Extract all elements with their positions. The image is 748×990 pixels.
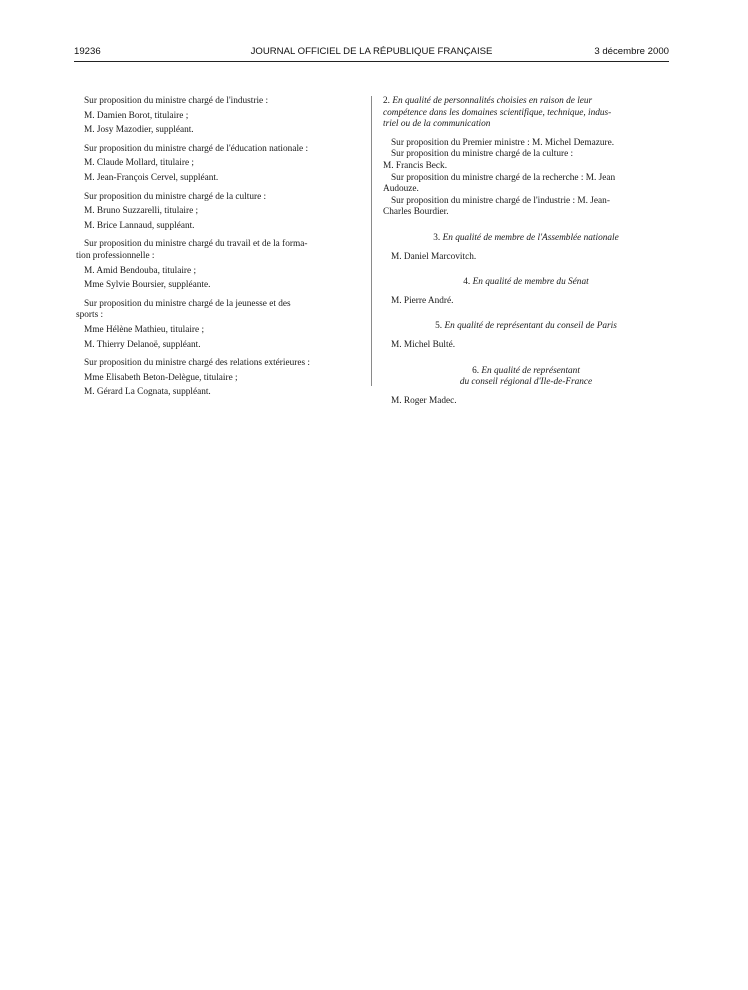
section-6-member: M. Roger Madec. xyxy=(391,395,457,406)
column-divider xyxy=(371,96,372,386)
section-5-title: En qualité de représentant du conseil de Paris xyxy=(444,321,617,332)
proposition-industrie: Sur proposition du ministre chargé de l'industrie : xyxy=(84,96,269,106)
entry-industrie-cont: Charles Bourdier. xyxy=(383,207,449,218)
page-number: 19236 xyxy=(74,46,101,57)
left-column xyxy=(76,96,364,399)
member-suppleant: M. Gérard La Cognata, suppléant. xyxy=(84,387,211,398)
member-suppleant: M. Thierry Delanoë, suppléant. xyxy=(84,339,201,350)
section-2-title-line3: triel ou de la communication xyxy=(383,119,491,130)
entry-culture: Sur proposition du ministre chargé de la culture : xyxy=(391,149,574,160)
section-2-heading xyxy=(383,96,669,108)
member-titulaire: Mme Elisabeth Beton-Delègue, titulaire ; xyxy=(84,372,238,383)
member-suppleant: M. Josy Mazodier, suppléant. xyxy=(84,125,194,136)
proposition-travail-cont: tion professionnelle : xyxy=(76,250,155,261)
section-number: 6. xyxy=(472,365,480,376)
section-number: 4. xyxy=(463,277,471,288)
section-6-heading xyxy=(383,366,669,378)
section-3-member: M. Daniel Marcovitch. xyxy=(391,251,477,262)
entry-premier-ministre: Sur proposition du Premier ministre : M. Michel Demazure. xyxy=(391,137,615,148)
member-titulaire: Mme Hélène Mathieu, titulaire ; xyxy=(84,324,205,335)
member-suppleant: Mme Sylvie Boursier, suppléante. xyxy=(84,280,211,291)
section-2-title-line2: compétence dans les domaines scientifique, technique, indus- xyxy=(383,107,612,118)
entry-recherche-cont: Audouze. xyxy=(383,184,419,195)
member-titulaire: M. Bruno Suzzarelli, titulaire ; xyxy=(84,206,199,217)
section-5-heading xyxy=(383,321,669,333)
entry-culture-cont: M. Francis Beck. xyxy=(383,160,448,171)
section-4-member: M. Pierre André. xyxy=(391,295,454,306)
proposition-travail: Sur proposition du ministre chargé du travail et de la forma- xyxy=(84,239,308,250)
section-6-title-line1: En qualité de représentant xyxy=(481,365,580,376)
member-suppleant: M. Brice Lannaud, suppléant. xyxy=(84,220,195,231)
section-number: 3. xyxy=(433,232,441,243)
member-titulaire: M. Amid Bendouba, titulaire ; xyxy=(84,265,197,276)
member-titulaire: M. Damien Borot, titulaire ; xyxy=(84,110,189,121)
proposition-jeunesse: Sur proposition du ministre chargé de la jeunesse et des xyxy=(84,298,291,309)
right-column xyxy=(383,96,669,407)
publication-date: 3 décembre 2000 xyxy=(594,46,669,57)
proposition-culture: Sur proposition du ministre chargé de la culture : xyxy=(84,191,267,202)
proposition-education: Sur proposition du ministre chargé de l'éducation nationale : xyxy=(84,143,309,154)
member-titulaire: M. Claude Mollard, titulaire ; xyxy=(84,158,194,169)
member-suppleant: M. Jean-François Cervel, suppléant. xyxy=(84,172,219,183)
entry-industrie: Sur proposition du ministre chargé de l'industrie : M. Jean- xyxy=(391,195,610,206)
section-3-title: En qualité de membre de l'Assemblée nationale xyxy=(442,232,619,243)
section-6-title-line2: du conseil régional d'Ile-de-France xyxy=(459,377,593,388)
header-rule xyxy=(74,61,669,62)
section-4-heading xyxy=(383,277,669,289)
section-number: 5. xyxy=(435,321,443,332)
page-header xyxy=(74,46,669,62)
proposition-jeunesse-cont: sports : xyxy=(76,310,104,321)
entry-recherche: Sur proposition du ministre chargé de la recherche : M. Jean xyxy=(391,172,616,183)
section-5-member: M. Michel Bulté. xyxy=(391,339,456,350)
section-number: 2. xyxy=(383,96,390,106)
section-2-title-line1: En qualité de personnalités choisies en raison de leur xyxy=(392,96,593,106)
proposition-relations-exterieures: Sur proposition du ministre chargé des relations extérieures : xyxy=(84,358,310,369)
journal-title: JOURNAL OFFICIEL DE LA RÉPUBLIQUE FRANÇAISE xyxy=(250,46,493,57)
section-3-heading xyxy=(383,233,669,245)
section-4-title: En qualité de membre du Sénat xyxy=(472,277,589,288)
